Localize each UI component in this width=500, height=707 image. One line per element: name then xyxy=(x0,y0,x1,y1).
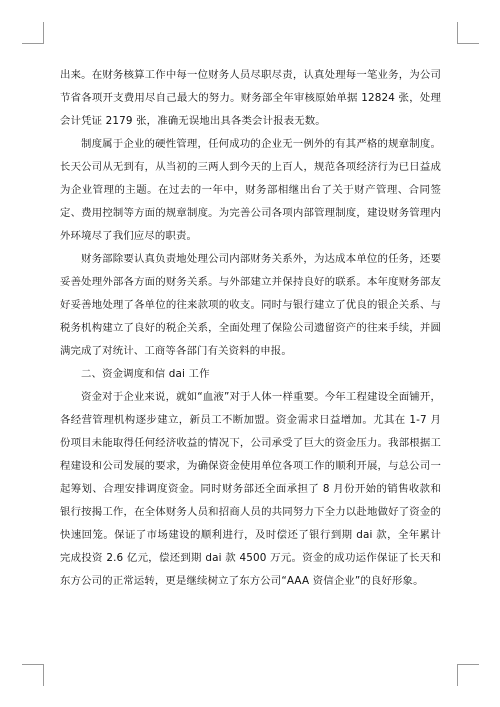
paragraph-continuation: 出来。在财务核算工作中每一位财务人员尽职尽责，认真处理每一笔业务，为公司节省各项开支费用尽自己最大的努力。财务部全年审核原始单据 12824 张，处理会计凭证 2179 张，准确无误地出具各类会计报表无数。 xyxy=(60,69,441,127)
paragraph-external-relations: 财务部除要认真负责地处理公司内部财务关系外，为达成本单位的任务，还要妥善处理外部各方面的财务关系。与外部建立并保持良好的联系。本年度财务部友好妥善地处理了各单位的往来款项的收支。同时与银行建立了优良的银企关系、与税务机构建立了良好的税企关系，全面处理了保险公司遗留资产的往来手续，并圆满完成了对统计、工商等各部门有关资料的申报。 xyxy=(60,253,441,357)
crop-mark-top-right xyxy=(457,22,458,44)
document-body xyxy=(60,64,441,593)
crop-mark-bottom-left xyxy=(22,664,44,665)
crop-mark-top-right xyxy=(457,43,479,44)
crop-mark-bottom-left xyxy=(43,664,44,686)
paragraph-regulations: 制度属于企业的硬性管理，任何成功的企业无一例外的有其严格的规章制度。长天公司从无到有，从当初的三两人到今天的上百人，规范各项经济行为已日益成为企业管理的主题。在过去的一年中，财务部相继出台了关于财产管理、合同签定、费用控制等方面的规章制度。为完善公司各项内部管理制度，建设财务管理内外环境尽了我们应尽的职责。 xyxy=(60,138,441,242)
section-heading: 二、资金调度和信 dai 工作 xyxy=(81,368,210,380)
crop-mark-top-left xyxy=(22,43,44,44)
paragraph-funding: 资金对于企业来说，就如“血液”对于人体一样重要。今年工程建设全面铺开，各经营管理机构逐步建立，新员工不断加盟。资金需求日益增加。尤其在 1-7 月份项目未能取得任何经济收益的情况下，公司承受了巨大的资金压力。我部根据工程建设和公司发展的要求，为确保资金使用单位各项工作的顺利开展，与总公司一起筹划、合理安排调度资金。同时财务部还全面承担了 8 月份开始的销售收款和银行按揭工作，在全体财务人员和招商人员的共同努力下全力以赴地做好了资金的快速回笼。保证了市场建设的顺利进行，及时偿还了银行到期 dai 款，全年累计完成投资 2.6 亿元，偿还到期 dai 款 4500 万元。资金的成功运作保证了长天和东方公司的正常运转，更是继续树立了东方公司“AAA 资信企业”的良好形象。 xyxy=(60,391,441,587)
crop-mark-bottom-right xyxy=(457,664,479,665)
crop-mark-top-left xyxy=(43,22,44,44)
crop-mark-bottom-right xyxy=(457,664,458,686)
